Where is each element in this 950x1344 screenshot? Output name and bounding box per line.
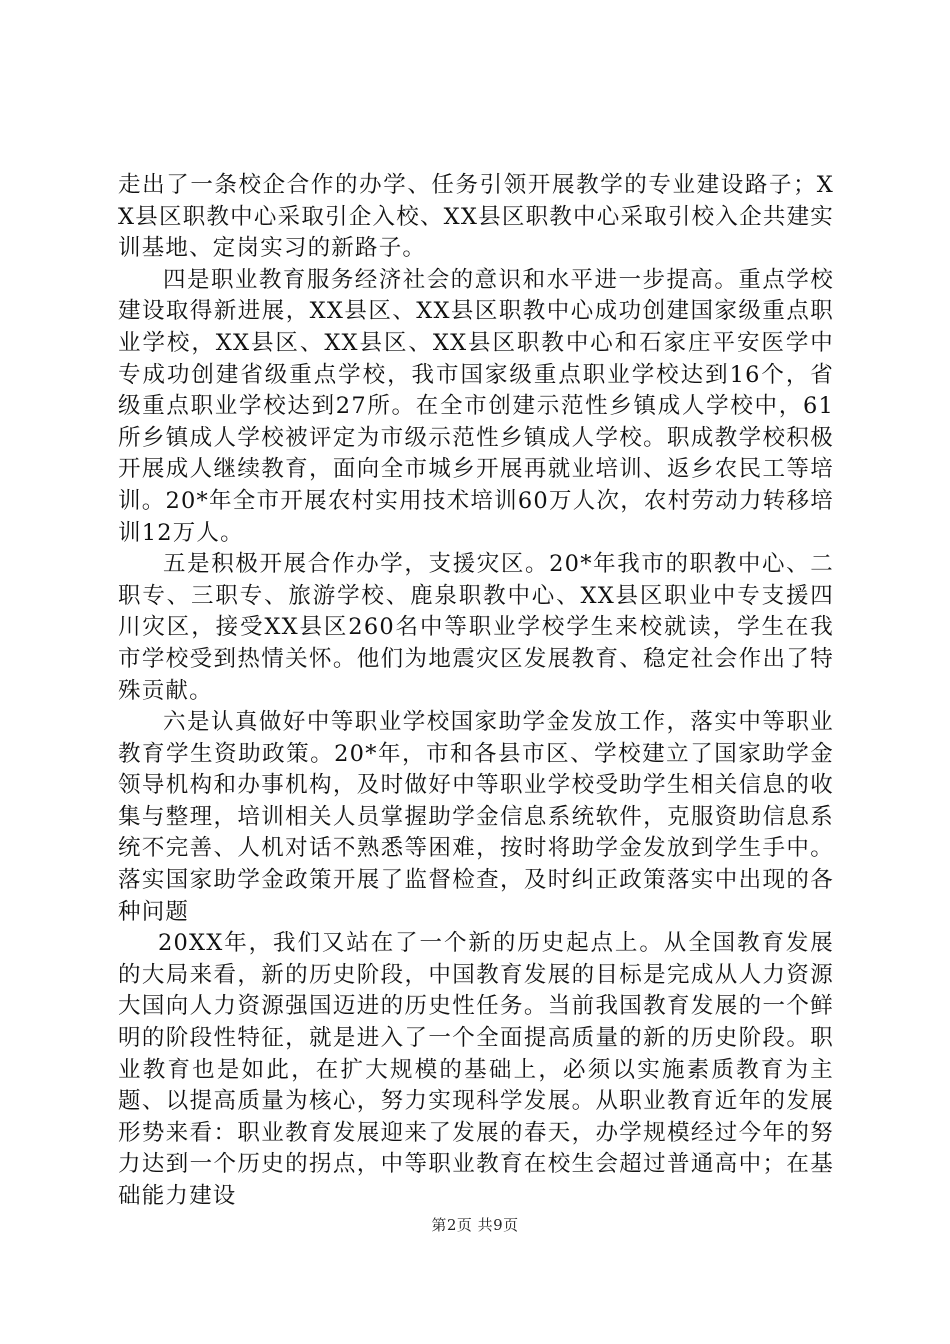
paragraph-4: 六是认真做好中等职业学校国家助学金发放工作，落实中等职业教育学生资助政策。20*年，市和各县市区、学校建立了国家助学金领导机构和办事机构，及时做好中等职业学校受助学生相关信息的收集与整理，培训相关人员掌握助学金信息系统软件，克服资助信息系统不完善、人机对话不熟悉等困难，按时将助学金发放到学生手中。落实国家助学金政策开展了监督检查，及时纠正政策落实中出现的各种问题 [118, 709, 834, 925]
paragraph-1: 走出了一条校企合作的办学、任务引领开展教学的专业建设路子；XX县区职教中心采取引企入校、XX县区职教中心采取引校入企共建实训基地、定岗实习的新路子。 [118, 172, 834, 262]
paragraph-2: 四是职业教育服务经济社会的意识和水平进一步提高。重点学校建设取得新进展，XX县区、XX县区职教中心成功创建国家级重点职业学校，XX县区、XX县区、XX县区职教中心和石家庄平安医学中专成功创建省级重点学校，我市国家级重点职业学校达到16个，省级重点职业学校达到27所。在全市创建示范性乡镇成人学校中，61所乡镇成人学校被评定为市级示范性乡镇成人学校。职成教学校积极开展成人继续教育，面向全市城乡开展再就业培训、返乡农民工等培训。20*年全市开展农村实用技术培训60万人次，农村劳动力转移培训12万人。 [118, 266, 834, 546]
paragraph-3: 五是积极开展合作办学，支援灾区。20*年我市的职教中心、二职专、三职专、旅游学校、鹿泉职教中心、XX县区职业中专支援四川灾区，接受XX县区260名中等职业学校学生来校就读，学生在我市学校受到热情关怀。他们为地震灾区发展教育、稳定社会作出了特殊贡献。 [118, 551, 834, 704]
document-body [118, 170, 834, 1213]
paragraph-5: 20XX年，我们又站在了一个新的历史起点上。从全国教育发展的大局来看，新的历史阶段，中国教育发展的目标是完成从人力资源大国向人力资源强国迈进的历史性任务。当前我国教育发展的一个鲜明的阶段性特征，就是进入了一个全面提高质量的新的历史阶段。职业教育也是如此，在扩大规模的基础上，必须以实施素质教育为主题、以提高质量为核心，努力实现科学发展。从职业教育近年的发展形势来看：职业教育发展迎来了发展的春天，办学规模经过今年的努力达到一个历史的拐点，中等职业教育在校生会超过普通高中；在基础能力建设 [118, 930, 834, 1209]
page-number-footer: 第2页 共9页 [431, 1216, 519, 1234]
